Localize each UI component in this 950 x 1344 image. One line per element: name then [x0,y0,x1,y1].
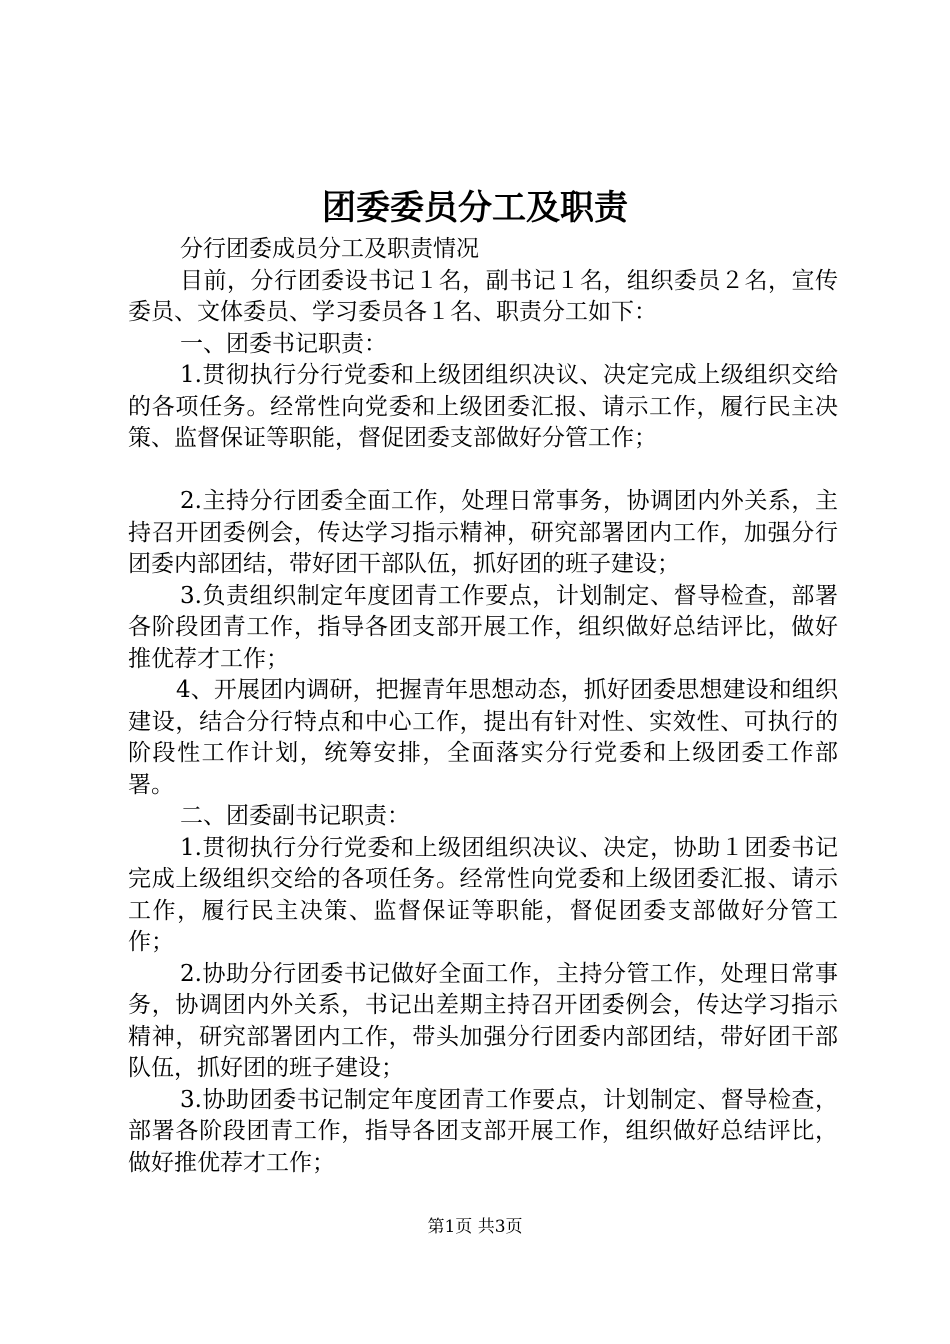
paragraph-subtitle: 分行团委成员分工及职责情况 [180,236,479,262]
paragraph-secretary-duty-4: 4、开展团内调研，把握青年思想动态，抓好团委思想建设和组织建设，结合分行特点和中心工作，提出有针对性、实效性、可执行的阶段性工作计划，统筹安排，全面落实分行党委和上级团委工作部署。 [128,677,838,798]
paragraph-deputy-duty-3: 3.协助团委书记制定年度团青工作要点，计划制定、督导检查，部署各阶段团青工作，指导各团支部开展工作，组织做好总结评比，做好推优荐才工作； [128,1086,838,1176]
section-heading-deputy: 二、团委副书记职责： [180,803,410,829]
paragraph-secretary-duty-3: 3.负责组织制定年度团青工作要点，计划制定、督导检查，部署各阶段团青工作，指导各团支部开展工作，组织做好总结评比，做好推优荐才工作； [128,582,838,672]
paragraph-deputy-duty-1: 1.贯彻执行分行党委和上级团组织决议、决定，协助１团委书记完成上级组织交给的各项任务。经常性向党委和上级团委汇报、请示工作，履行民主决策、监督保证等职能，督促团委支部做好分管工作； [128,834,838,955]
paragraph-gap [128,455,838,487]
paragraph-secretary-duty-1: 1.贯彻执行分行党委和上级团组织决议、决定完成上级组织交给的各项任务。经常性向党委和上级团委汇报、请示工作，履行民主决策、监督保证等职能，督促团委支部做好分管工作； [128,362,838,451]
document-title: 团委委员分工及职责 [322,188,628,228]
page-footer: 第1页 共3页 [427,1217,523,1237]
section-heading-secretary: 一、团委书记职责： [180,330,387,357]
paragraph-intro: 目前，分行团委设书记１名，副书记１名，组织委员２名，宣传委员、文体委员、学习委员各１名、职责分工如下： [128,267,838,325]
paragraph-deputy-duty-2: 2.协助分行团委书记做好全面工作，主持分管工作，处理日常事务，协调团内外关系，书记出差期主持召开团委例会，传达学习指示精神，研究部署团内工作，带头加强分行团委内部团结，带好团干部队伍，抓好团的班子建设； [128,960,838,1081]
paragraph-secretary-duty-2: 2.主持分行团委全面工作，处理日常事务，协调团内外关系，主持召开团委例会，传达学习指示精神，研究部署团内工作，加强分行团委内部团结，带好团干部队伍，抓好团的班子建设； [128,488,838,577]
document-body [128,234,838,1179]
